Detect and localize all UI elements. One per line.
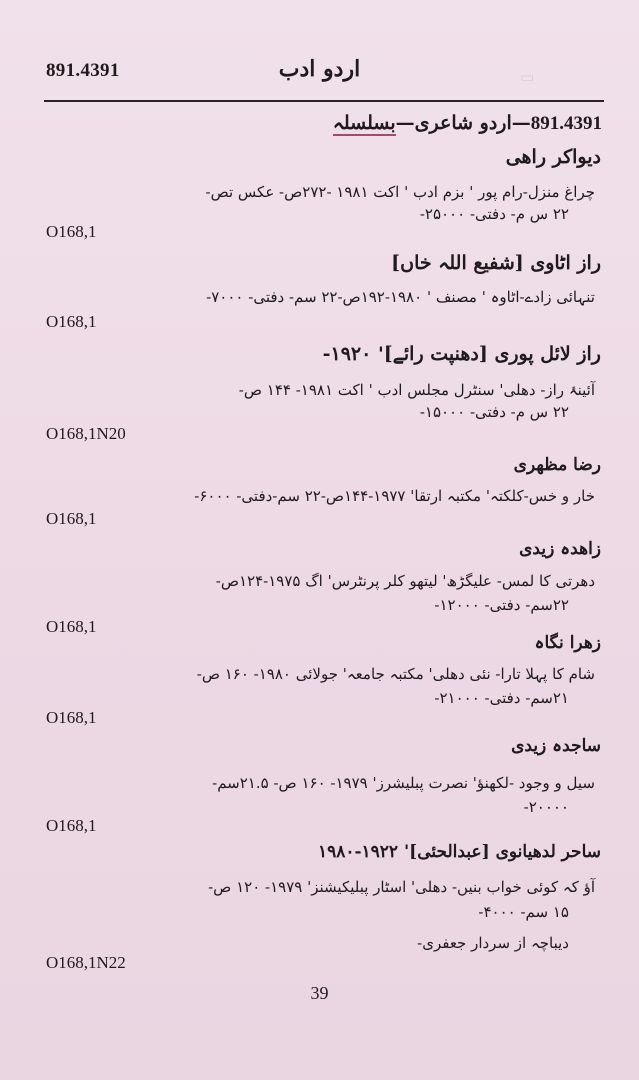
- location-code: O168,1: [46, 816, 97, 835]
- location-code: O168,1: [46, 509, 97, 528]
- subject-sub: بسلسلہ: [332, 112, 396, 134]
- entry-author: رضا مظھری: [513, 455, 601, 475]
- location-code: O168,1: [46, 617, 97, 636]
- entry-line: چراغ منزل-رام پور ' بزم ادب ' اکت ۱۹۸۱ -۲۷۲ص- عکس تص-: [205, 183, 595, 201]
- entry-line: آئینۂ راز- دھلی' سنٹرل مجلس ادب ' اکت ۱۹۸۱- ۱۴۴ ص-: [238, 381, 595, 399]
- entry-line: ۱۵ سم- ۴۰۰۰-: [478, 903, 569, 921]
- entry-line: سیل و وجود -لکھنؤ' نصرت پبلیشرز' ۱۹۷۹- ۱۶۰ ص- ۲۱.۵سم-: [212, 774, 595, 792]
- page-number: 39: [310, 983, 329, 1003]
- entry-author: راز اٹاوی [شفیع اللہ خاں]: [391, 252, 601, 274]
- location-code: O168,1: [46, 708, 97, 727]
- subject-dash-2: —: [395, 112, 415, 134]
- header-title: اردو ادب: [278, 56, 361, 82]
- entry-line: آؤ کہ کوئی خواب بنیں- دھلی' اسٹار پبلیکیشنز' ۱۹۷۹- ۱۲۰ ص-: [208, 878, 595, 896]
- subject-number: 891.4391: [530, 113, 602, 134]
- location-code: O168,1N20: [46, 424, 126, 443]
- entry-author: ساحر لدھیانوی [عبدالحئی]' ۱۹۲۲-۱۹۸۰: [317, 842, 601, 862]
- header-rule: [44, 100, 604, 102]
- entry-line: ۲۲ س م- دفتی- ۲۵۰۰۰-: [419, 205, 569, 223]
- subject-heading: [333, 112, 602, 135]
- entry-author: زھرا نگاہ: [534, 633, 601, 653]
- entry-line: دھرتی کا لمس- علیگڑھ' لیتھو کلر پرنٹرس' اگ ۱۹۷۵-۱۲۴ص-: [215, 572, 595, 590]
- location-code: O168,1: [46, 222, 97, 241]
- entry-line: تنہائی زادے-اٹاوہ ' مصنف ' ۱۹۸۰-۱۹۲ص-۲۲ سم- دفتی- ۷۰۰۰-: [206, 288, 595, 306]
- location-code: O168,1N22: [46, 953, 126, 972]
- entry-line: شام کا پہلا تارا- نئی دھلی' مکتبہ جامعہ' جولائی ۱۹۸۰- ۱۶۰ ص-: [196, 665, 595, 683]
- entry-line: خار و خس-کلکتہ' مکتبہ ارتقا' ۱۹۷۷-۱۴۴ص-۲۲ سم-دفتی- ۶۰۰۰-: [194, 487, 595, 505]
- entry-author: ساجدہ زیدی: [511, 736, 601, 756]
- entry-line: دیباچہ از سردار جعفری-: [417, 934, 569, 952]
- entry-line: ۲۲سم- دفتی- ۱۲۰۰۰-: [434, 596, 569, 614]
- entry-author: زاھدہ زیدی: [519, 539, 601, 559]
- subject-dash: —: [511, 112, 531, 134]
- entry-line: ۲۰۰۰۰-: [523, 798, 569, 816]
- entry-line: ۲۱سم- دفتی- ۲۱۰۰۰-: [434, 689, 569, 707]
- show-through-text: ▭: [520, 68, 535, 86]
- entry-author: راز لائل پوری [دھنپت رائے]' ۱۹۲۰-: [322, 343, 601, 365]
- entry-line: ۲۲ س م- دفتی- ۱۵۰۰۰-: [419, 403, 569, 421]
- location-code: O168,1: [46, 312, 97, 331]
- subject-main: اردو شاعری: [414, 112, 512, 134]
- entry-author: دیواکر راھی: [505, 146, 601, 168]
- header-class-number: 891.4391: [46, 60, 120, 81]
